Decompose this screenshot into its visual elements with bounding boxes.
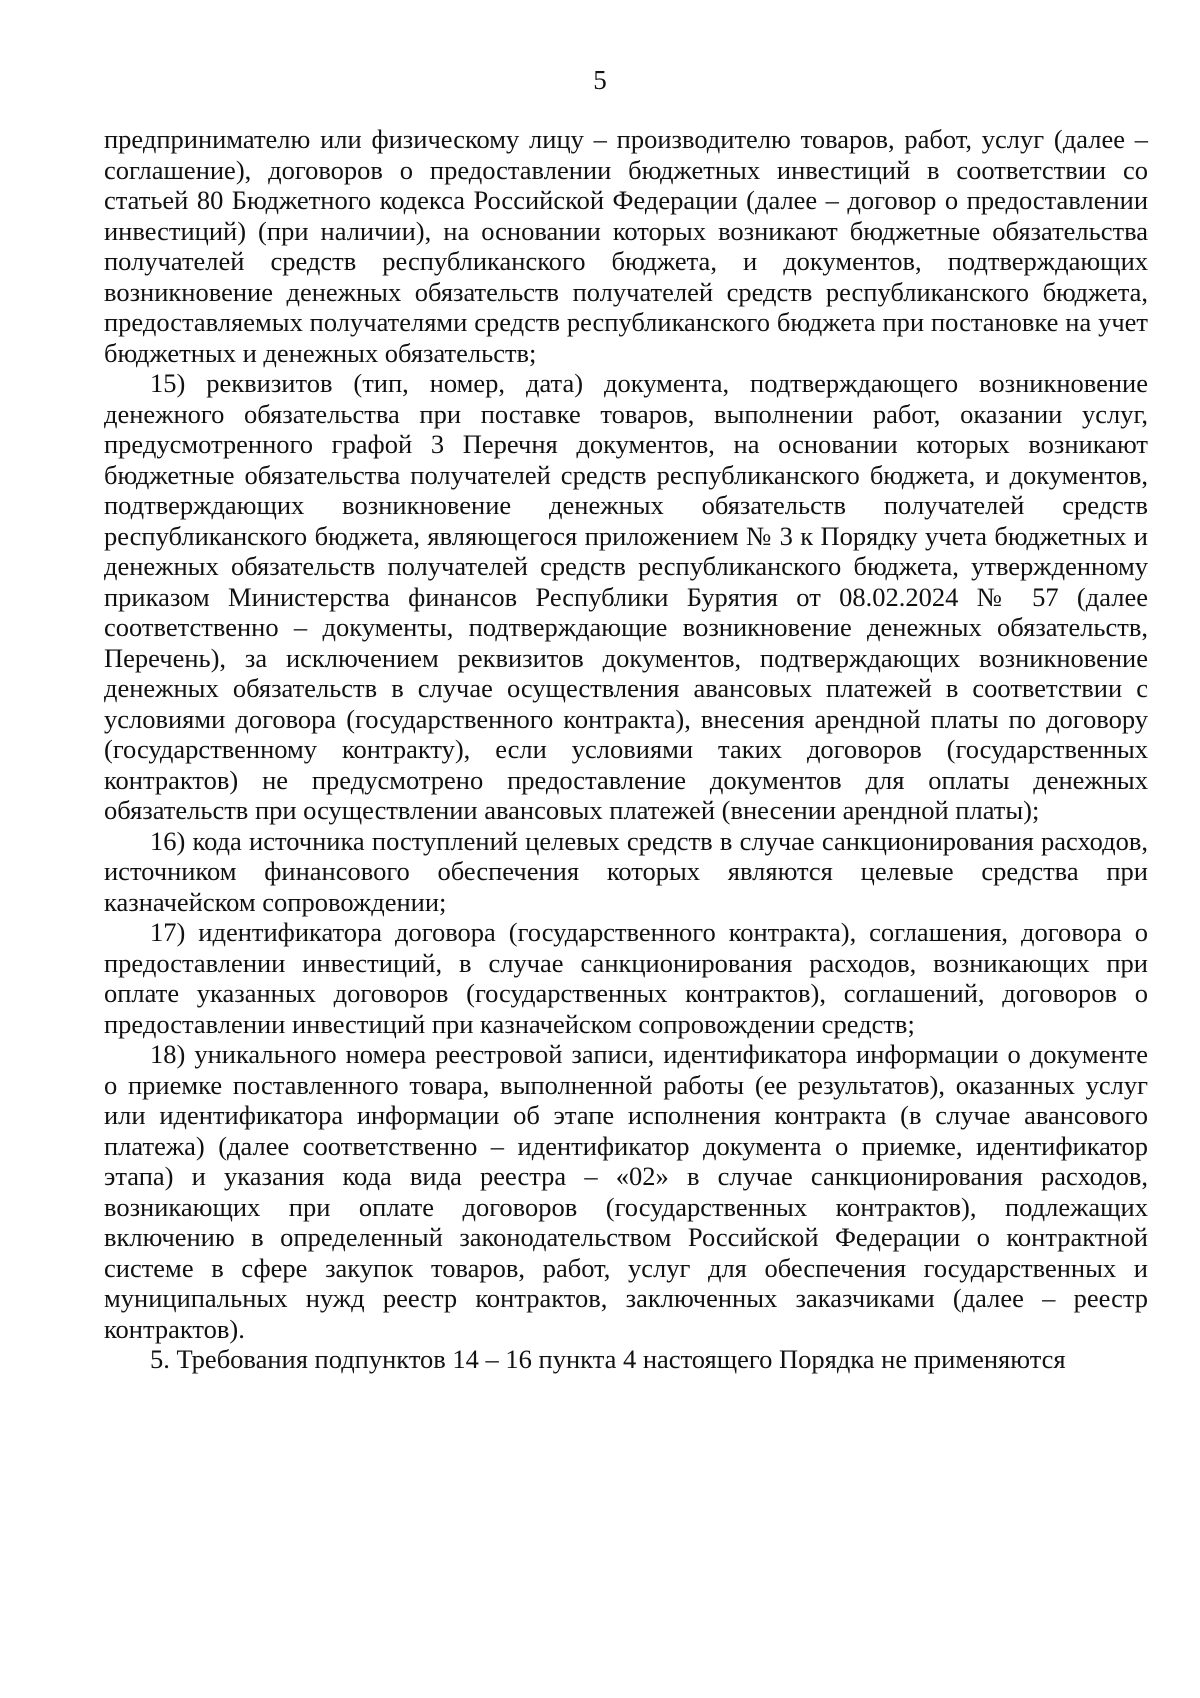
- paragraph-item-15: 15) реквизитов (тип, номер, дата) документа, подтверждающего возникновение денежного обязательства при поставке товаров, выполнении работ, оказании услуг, предусмотренного графой 3 Перечня документов, на основании которых возникают бюджетные обязательства получателей средств республиканского бюджета, и документов, подтверждающих возникновение денежных обязательств получателей средств республиканского бюджета, являющегося приложением № 3 к Порядку учета бюджетных и денежных обязательств получателей средств республиканского бюджета, утвержденному приказом Министерства финансов Республики Бурятия от 08.02.2024 № 57 (далее соответственно – документы, подтверждающие возникновение денежных обязательств, Перечень), за исключением реквизитов документов, подтверждающих возникновение денежных обязательств в случае осуществления авансовых платежей в соответствии с условиями договора (государственного контракта), внесения арендной платы по договору (государственному контракту), если условиями таких договоров (государственных контрактов) не предусмотрено предоставление документов для оплаты денежных обязательств при осуществлении авансовых платежей (внесении арендной платы);: [104, 368, 1148, 825]
- paragraph-point-5: 5. Требования подпунктов 14 – 16 пункта 4 настоящего Порядка не применяются: [150, 1344, 1066, 1374]
- document-body: [104, 124, 1148, 1375]
- paragraph-continuation: предпринимателю или физическому лицу – производителю товаров, работ, услуг (далее – соглашение), договоров о предоставлении бюджетных инвестиций в соответствии со статьей 80 Бюджетного кодекса Российской Федерации (далее – договор о предоставлении инвестиций) (при наличии), на основании которых возникают бюджетные обязательства получателей средств республиканского бюджета, и документов, подтверждающих возникновение денежных обязательств получателей средств республиканского бюджета, предоставляемых получателями средств республиканского бюджета при постановке на учет бюджетных и денежных обязательств;: [104, 124, 1148, 368]
- paragraph-item-18: 18) уникального номера реестровой записи, идентификатора информации о документе о приемке поставленного товара, выполненной работы (ее результатов), оказанных услуг или идентификатора информации об этапе исполнения контракта (в случае авансового платежа) (далее соответственно – идентификатор документа о приемке, идентификатор этапа) и указания кода вида реестра – «02» в случае санкционирования расходов, возникающих при оплате договоров (государственных контрактов), подлежащих включению в определенный законодательством Российской Федерации о контрактной системе в сфере закупок товаров, работ, услуг для обеспечения государственных и муниципальных нужд реестр контрактов, заключенных заказчиками (далее – реестр контрактов).: [104, 1039, 1148, 1344]
- page-number: 5: [593, 65, 607, 95]
- paragraph-item-17: 17) идентификатора договора (государственного контракта), соглашения, договора о предоставлении инвестиций, в случае санкционирования расходов, возникающих при оплате указанных договоров (государственных контрактов), соглашений, договоров о предоставлении инвестиций при казначейском сопровождении средств;: [104, 917, 1148, 1039]
- paragraph-item-16: 16) кода источника поступлений целевых средств в случае санкционирования расходов, источником финансового обеспечения которых являются целевые средства при казначейском сопровождении;: [104, 825, 1148, 917]
